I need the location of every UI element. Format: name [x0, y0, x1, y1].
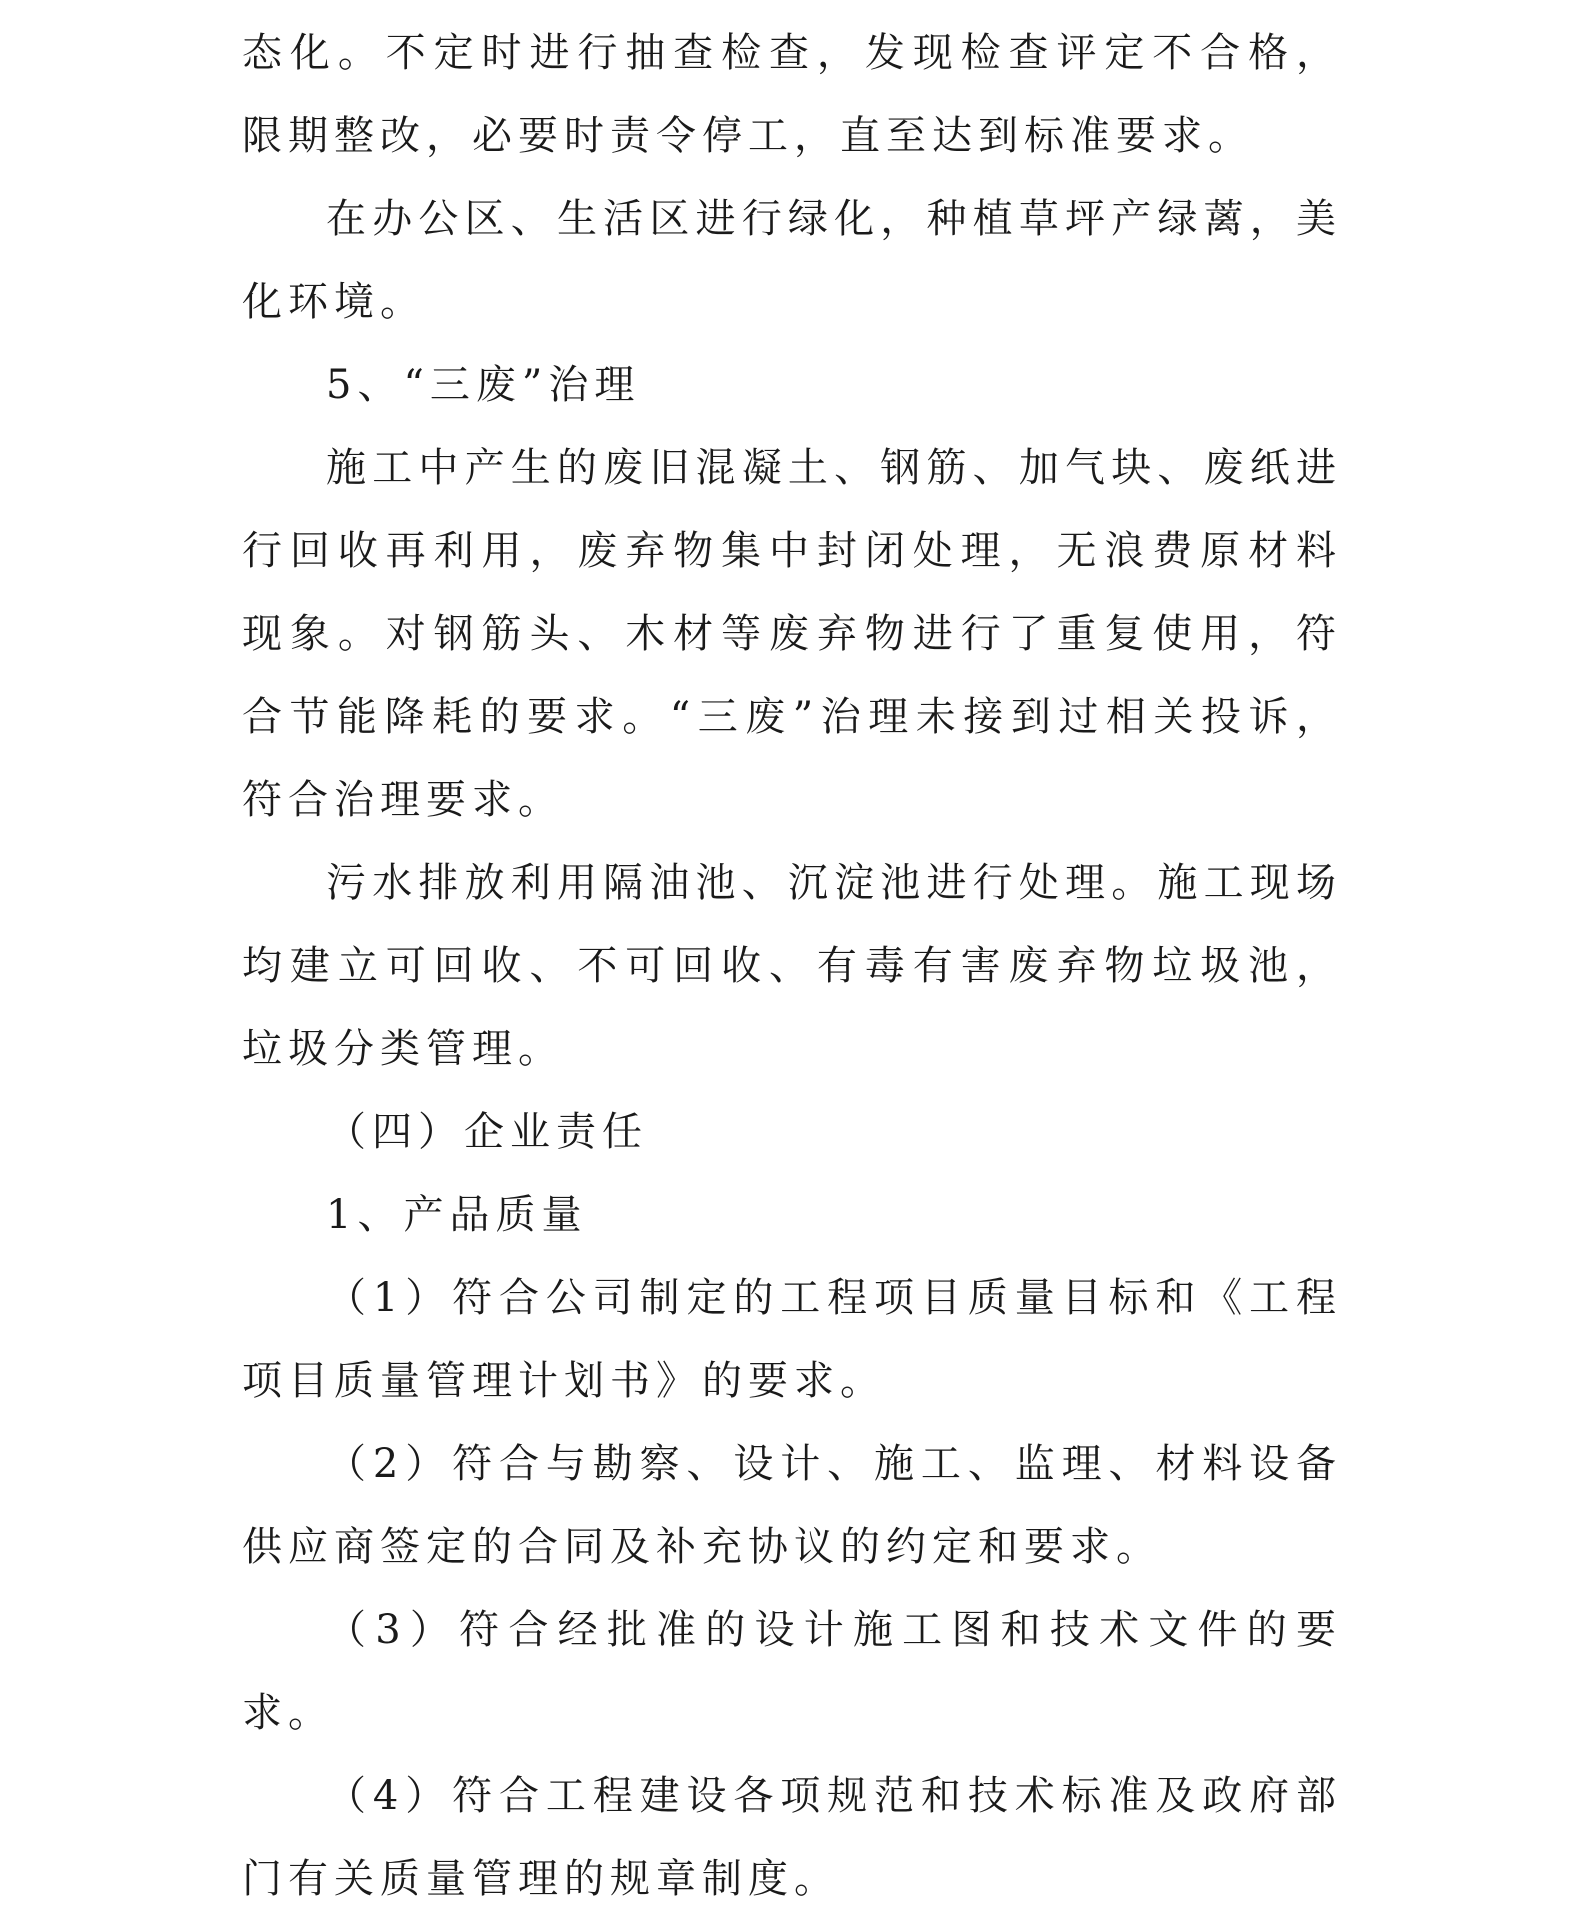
document-body	[242, 12, 1342, 1921]
list-item-quality-2: （2）符合与勘察、设计、施工、监理、材料设备供应商签定的合同及补充协议的约定和要求。	[242, 1441, 1342, 1570]
paragraph-waste-recycling: 施工中产生的废旧混凝土、钢筋、加气块、废纸进行回收再利用，废弃物集中封闭处理，无浪费原材料现象。对钢筋头、木材等废弃物进行了重复使用，符合节能降耗的要求。“三废”治理未接到过相关投诉，符合治理要求。	[242, 445, 1342, 823]
section-heading-product-quality: 1、产品质量	[326, 1192, 588, 1238]
section-heading-three-wastes: 5、“三废”治理	[326, 362, 641, 408]
paragraph-greening: 在办公区、生活区进行绿化，种植草坪产绿蓠，美化环境。	[242, 196, 1342, 325]
section-heading-corporate-responsibility: （四）企业责任	[326, 1109, 648, 1155]
list-item-quality-1: （1）符合公司制定的工程项目质量目标和《工程项目质量管理计划书》的要求。	[242, 1275, 1342, 1404]
list-item-quality-3: （3）符合经批准的设计施工图和技术文件的要求。	[242, 1607, 1342, 1736]
paragraph-continuation-rectification: 态化。不定时进行抽查检查，发现检查评定不合格，限期整改，必要时责令停工，直至达到标准要求。	[242, 30, 1342, 159]
paragraph-sewage-treatment: 污水排放利用隔油池、沉淀池进行处理。施工现场均建立可回收、不可回收、有毒有害废弃物垃圾池，垃圾分类管理。	[242, 860, 1342, 1072]
list-item-quality-4: （4）符合工程建设各项规范和技术标准及政府部门有关质量管理的规章制度。	[242, 1773, 1342, 1902]
